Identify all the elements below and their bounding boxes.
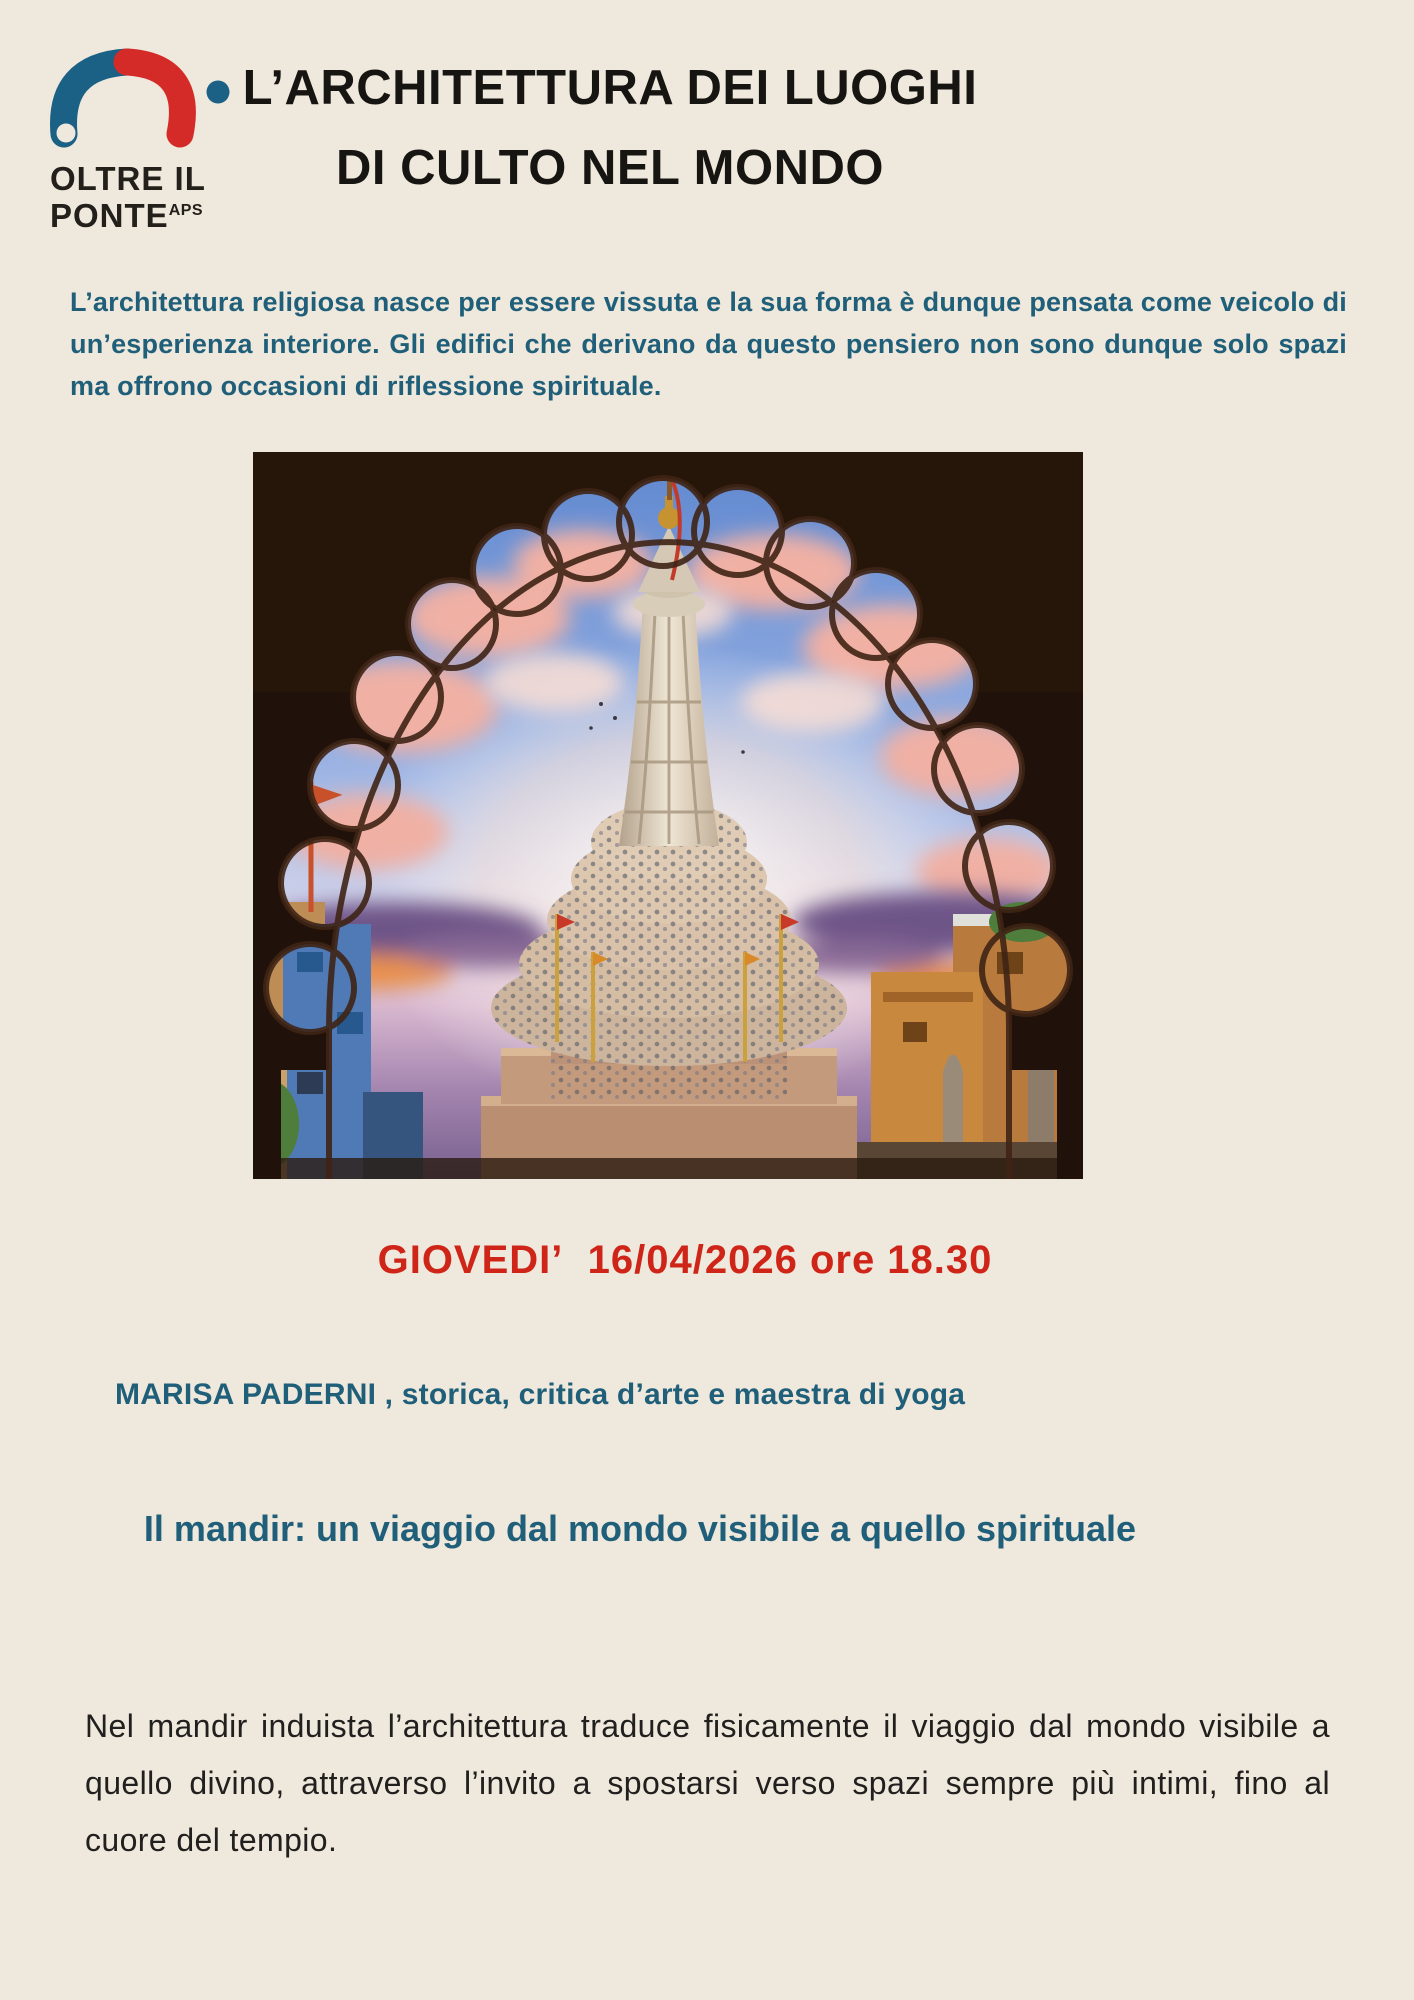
title-line-2: DI CULTO NEL MONDO <box>336 141 884 195</box>
logo-line1: OLTRE IL <box>50 160 206 197</box>
logo-suffix: APS <box>168 201 204 219</box>
body-paragraph: Nel mandir induista l’architettura traduce fisicamente il viaggio dal mondo visibile a quello divino, attraverso l’invito a spostarsi verso spazi sempre più intimi, fino al cuore del tempio. <box>85 1708 1330 1858</box>
speaker-line: MARISA PADERNI , storica, critica d’arte e maestra di yoga <box>115 1378 966 1411</box>
mandir-arch-illustration <box>253 452 1083 1179</box>
logo-line2: $PONTE^{APS}$ <box>50 196 204 234</box>
talk-title: Il mandir: un viaggio dal mondo visibile a quello spirituale <box>143 1508 1137 1549</box>
page-title <box>180 48 1040 208</box>
intro-paragraph: L’architettura religiosa nasce per essere vissuta e la sua forma è dunque pensata come veicolo di un’esperienza interiore. Gli edifici che derivano da questo pensiero non sono dunque solo spazi ma offrono occasioni di riflessione spirituale. <box>70 287 1347 401</box>
event-date: GIOVEDI’ 16/04/2026 ore 18.30 <box>377 1238 993 1282</box>
temple-photo <box>253 452 1083 1179</box>
title-line-1: L’ARCHITETTURA DEI LUOGHI <box>242 61 978 115</box>
